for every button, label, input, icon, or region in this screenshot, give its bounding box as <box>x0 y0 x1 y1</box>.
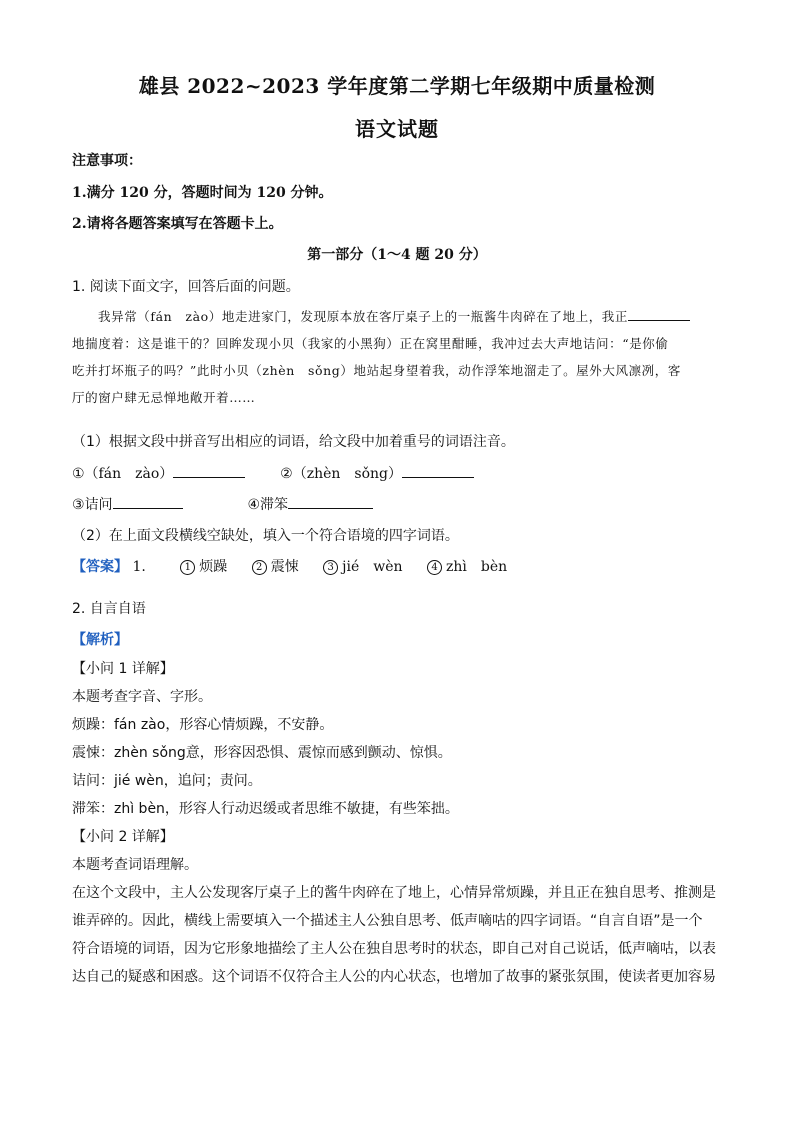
part-1-line-1: 本题考查字音、字形。 <box>72 689 212 705</box>
part-2-line-2: 在这个文段中，主人公发现客厅桌子上的酱牛肉碎在了地上，心情异常烦躁，并且正在独自思考、推测是 <box>72 885 716 901</box>
passage-line-3: 吃并打坏瓶子的吗？”此时小贝（zhèn sǒng）地站起身望着我，动作浮笨地溜走了。屋外大风凛冽，客 <box>72 363 681 378</box>
part-2-line-1: 本题考查词语理解。 <box>72 857 198 873</box>
circle-number-1: 1 <box>180 560 195 575</box>
question-1-prompt: 1. 阅读下面文字，回答后面的问题。 <box>72 279 300 295</box>
fill-4-label: ④滞笨 <box>247 497 289 513</box>
passage-blank[interactable] <box>628 306 690 321</box>
sub-question-1: （1）根据文段中拼音写出相应的词语，给文段中加着重号的词语注音。 <box>72 434 515 450</box>
part-1-line-4: 诘问：jié wèn，追问；责问。 <box>72 773 262 789</box>
part-1-line-5: 滞笨：zhì bèn，形容人行动迟缓或者思维不敏捷，有些笨拙。 <box>72 801 459 817</box>
notes-heading: 注意事项： <box>72 153 142 169</box>
part-2-line-4: 符合语境的词语，因为它形象地描绘了主人公在独自思考时的状态，即自己对自己说话，低声嘀咕，以表 <box>72 941 716 957</box>
answer-tag: 【答案】 <box>72 559 128 575</box>
answer-2: 2. 自言自语 <box>72 601 146 617</box>
document-title: 雄县 2022~2023 学年度第二学期七年级期中质量检测 <box>138 74 656 98</box>
section-title: 第一部分（1～4 题 20 分） <box>307 247 487 263</box>
part-2-heading: 【小问 2 详解】 <box>72 829 174 845</box>
circle-number-2: 2 <box>252 560 267 575</box>
answer-item-4: 4 zhì bèn <box>427 559 507 575</box>
circle-number-4: 4 <box>427 560 442 575</box>
analysis-tag: 【解析】 <box>72 632 128 648</box>
answer-lead: 1. <box>132 559 146 575</box>
answer-row <box>72 556 527 576</box>
part-1-line-2: 烦躁：fán zào，形容心情烦躁，不安静。 <box>72 717 334 733</box>
fill-4-blank[interactable] <box>288 494 373 509</box>
sub-question-2: （2）在上面文段横线空缺处，填入一个符合语境的四字词语。 <box>72 528 459 544</box>
part-2-line-5: 达自己的疑惑和困惑。这个词语不仅符合主人公的内心状态，也增加了故事的紧张氛围，使读者更加容易 <box>72 969 716 985</box>
part-1-heading: 【小问 1 详解】 <box>72 661 174 677</box>
part-2-line-3: 谁弄碎的。因此，横线上需要填入一个描述主人公独自思考、低声嘀咕的四字词语。“自言自语”是一个 <box>72 913 703 929</box>
circle-number-3: 3 <box>323 560 338 575</box>
fill-row-2 <box>72 494 722 514</box>
passage-line-4: 厅的窗户肆无忌惮地敞开着…… <box>72 390 256 405</box>
fill-1-blank[interactable] <box>173 463 245 478</box>
fill-3-blank[interactable] <box>113 494 183 509</box>
passage-line-2: 地揣度着：这是谁干的？回眸发现小贝（我家的小黑狗）正在窝里酣睡，我冲过去大声地诘问：“是你偷 <box>72 336 669 351</box>
part-1-line-3: 震悚：zhèn sǒng意，形容因恐惧、震惊而感到颤动、惊惧。 <box>72 745 452 761</box>
fill-1-label: ①（fán zào） <box>72 466 174 482</box>
question-1-passage <box>72 303 722 411</box>
analysis-part-1 <box>72 655 722 991</box>
notes-item-1: 1.满分 120 分，答题时间为 120 分钟。 <box>72 185 333 201</box>
fill-row-1 <box>72 463 722 483</box>
document-subtitle: 语文试题 <box>355 117 439 141</box>
notes-item-2: 2.请将各题答案填写在答题卡上。 <box>72 216 283 232</box>
fill-2-label: ②（zhèn sǒng） <box>280 466 402 482</box>
fill-3-label: ③诘问 <box>72 497 113 513</box>
answer-item-2: 2 震悚 <box>252 559 299 575</box>
answer-item-1: 1 烦躁 <box>180 559 227 575</box>
fill-2-blank[interactable] <box>402 463 474 478</box>
passage-line-1: 我异常（fán zào）地走进家门，发现原本放在客厅桌子上的一瓶酱牛肉碎在了地上，我正 <box>72 303 722 330</box>
answer-item-3: 3 jié wèn <box>323 559 402 575</box>
